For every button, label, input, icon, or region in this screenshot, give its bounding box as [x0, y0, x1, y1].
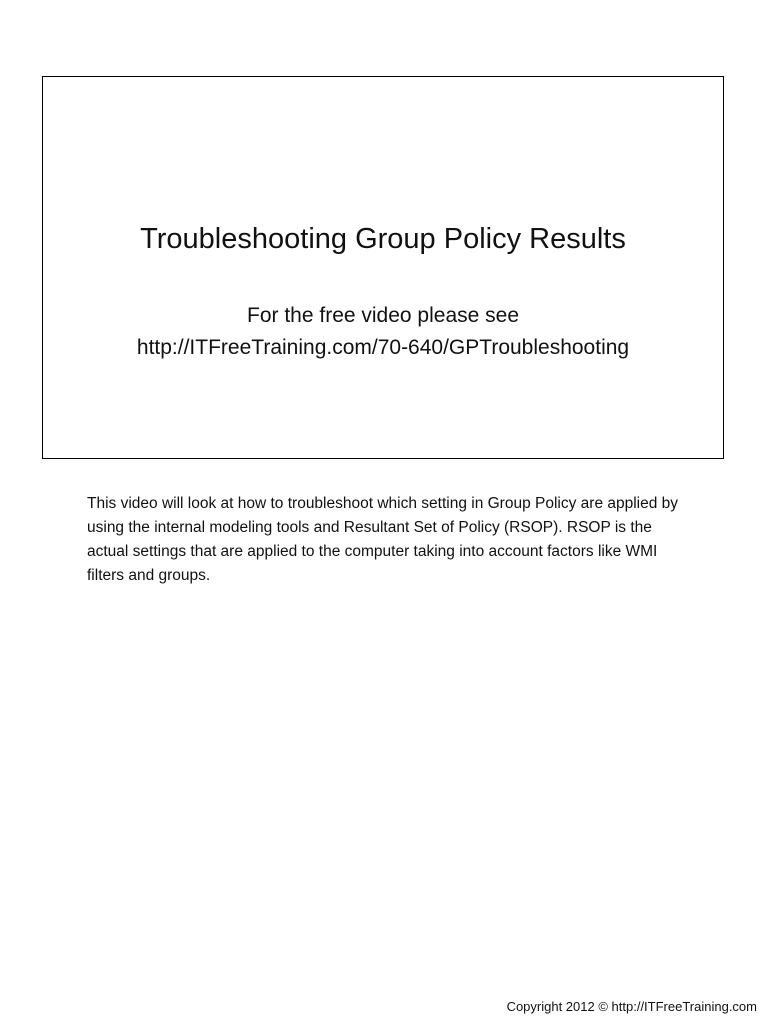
slide-subtitle-line: For the free video please see	[247, 304, 519, 327]
slide-subtitle	[43, 300, 723, 364]
speaker-notes: This video will look at how to troubleshoot which setting in Group Policy are applied by using the internal modeling tools and Resultant Set of Policy (RSOP). RSOP is the actual settings that are applied to the computer taking into account factors like WMI filters and groups.	[87, 495, 679, 584]
slide-video-link: http://ITFreeTraining.com/70-640/GPTroubleshooting	[136, 336, 630, 359]
slide-title: Troubleshooting Group Policy Results	[140, 223, 626, 255]
copyright-footer: Copyright 2012 © http://ITFreeTraining.com	[506, 999, 757, 1014]
slide-thumbnail	[42, 76, 724, 459]
